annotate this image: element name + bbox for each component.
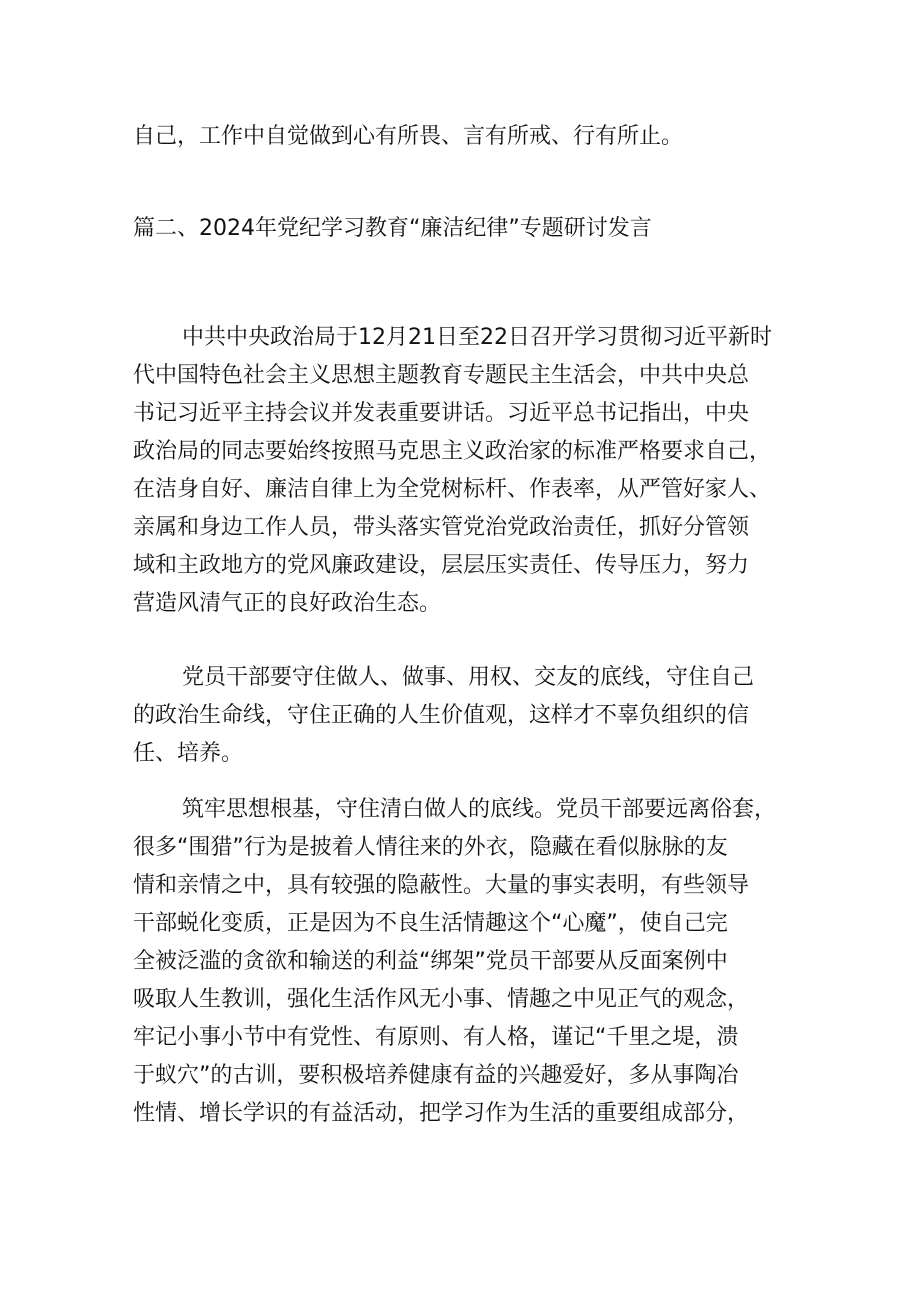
paragraph-line: 于蚁穴”的古训，要积极培养健康有益的兴趣爱好，多从事陶冶 [133, 1063, 739, 1088]
paragraph-line: 情和亲情之中，具有较强的隐蔽性。大量的事实表明，有些领导 [133, 873, 750, 898]
paragraph-line: 党员干部要守住做人、做事、用权、交友的底线，守住自己 [182, 665, 755, 690]
continuation-line: 自己，工作中自觉做到心有所畏、言有所戒、行有所止。 [133, 124, 684, 149]
paragraph-line: 域和主政地方的党风廉政建设，层层压实责任、传导压力，努力 [133, 553, 750, 578]
paragraph-line: 的政治生命线，守住正确的人生价值观，这样才不辜负组织的信 [133, 703, 750, 728]
section-title: 篇二、2024年党纪学习教育“廉洁纪律”专题研讨发言 [133, 216, 652, 241]
paragraph-line: 全被泛滥的贪欲和输送的利益“绑架”党员干部要从反面案例中 [133, 949, 728, 974]
paragraph-line: 性情、增长学识的有益活动，把学习作为生活的重要组成部分， [133, 1101, 750, 1126]
paragraph-line: 牢记小事小节中有党性、有原则、有人格，谨记“千里之堤，溃 [133, 1025, 739, 1050]
paragraph-line: 政治局的同志要始终按照马克思主义政治家的标准严格要求自己， [133, 439, 772, 464]
paragraph-line: 营造风清气正的良好政治生态。 [133, 591, 442, 616]
paragraph-line: 代中国特色社会主义思想主题教育专题民主生活会，中共中央总 [133, 363, 750, 388]
paragraph-line: 在洁身自好、廉洁自律上为全党树标杆、作表率，从严管好家人、 [133, 477, 772, 502]
paragraph-line: 中共中央政治局于12月21日至22日召开学习贯彻习近平新时 [182, 325, 772, 350]
paragraph-line: 很多“围猎”行为是披着人情往来的外衣，隐藏在看似脉脉的友 [133, 835, 728, 860]
paragraph-line: 亲属和身边工作人员，带头落实管党治党政治责任，抓好分管领 [133, 515, 750, 540]
paragraph-line: 干部蜕化变质，正是因为不良生活情趣这个“心魔”，使自己完 [133, 911, 728, 936]
paragraph-line: 任、培养。 [133, 741, 244, 766]
paragraph-line: 吸取人生教训，强化生活作风无小事、情趣之中见正气的观念， [133, 987, 750, 1012]
paragraph-line: 筑牢思想根基，守住清白做人的底线。党员干部要远离俗套， [182, 797, 777, 822]
paragraph-line: 书记习近平主持会议并发表重要讲话。习近平总书记指出，中央 [133, 401, 750, 426]
